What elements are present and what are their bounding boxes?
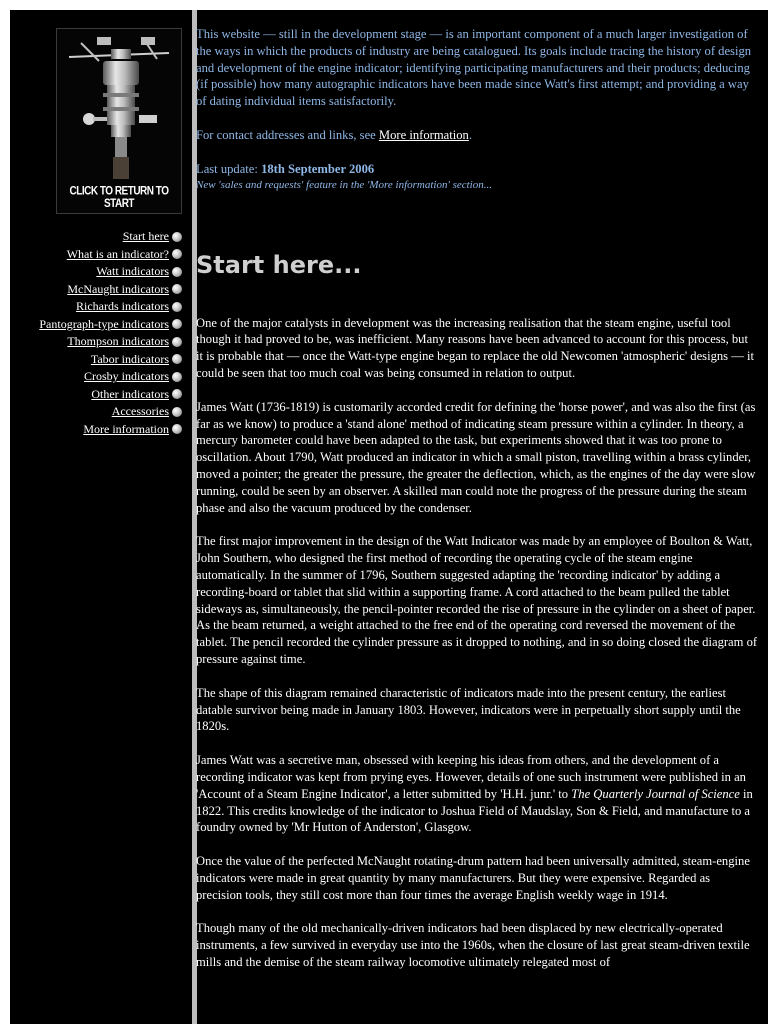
paragraph: James Watt (1736-1819) is customarily accorded credit for defining the 'horse power', and was also the first (as far as we know) to produce a 'stand alone' method of indicating steam pressure within a cylinder. In theory, a mercury barometer could have been adapted to the task, but experiments showed that it was too prone to oscillation. About 1790, Watt produced an indicator in which a small piston, travelling within a brass cylinder, moved a pointer; the greater the pressure, the greater the deflection, which, as the engines of the day were slow running, could be seen by an observer. A skilled man could note the progress of the pressure during the steam phase and also the vacuum produced by the condenser.	[196, 399, 756, 515]
contact-line	[196, 127, 758, 144]
bullet-icon	[172, 389, 182, 399]
nav-item-watt-indicators[interactable]	[39, 263, 182, 281]
contact-suffix: .	[468, 127, 472, 142]
last-update	[196, 161, 758, 178]
nav-item-what-is-an-indicator[interactable]	[39, 246, 182, 264]
paragraph: Once the value of the perfected McNaught rotating-drum pattern had been universally admitted, steam-engine indicators were made in great quantity by many manufacturers. But they were expensive. Regarded as precision tools, they still cost more than four times the average English weekly wage in 1914.	[196, 854, 750, 902]
nav-item-start-here[interactable]	[39, 228, 182, 246]
bullet-icon	[172, 424, 182, 434]
bullet-icon	[172, 232, 182, 242]
nav-item-accessories[interactable]	[39, 403, 182, 421]
nav-label: Tabor indicators	[90, 351, 169, 366]
bullet-icon	[172, 354, 182, 364]
paragraph: The shape of this diagram remained characteristic of indicators made into the present century, the earliest datable survivor being made in January 1803. However, indicators were in perpetually short supply until the 1820s.	[196, 685, 741, 734]
more-information-link[interactable]: More information	[378, 127, 469, 142]
bullet-icon	[172, 267, 182, 277]
paragraph	[196, 752, 758, 836]
journal-title: The Quarterly Journal of Science	[571, 786, 740, 801]
home-logo-link[interactable]	[56, 28, 182, 214]
bullet-icon	[172, 284, 182, 294]
paragraph: One of the major catalysts in development was the increasing realisation that the steam engine, useful tool though it had proved to be, was inefficient. Many reasons have been advanced to account for this process, but it is probable that — once the Watt-type engine began to replace the old Newcomen 'atmospheric' designs — it could be seen that too much coal was being consumed in relation to output.	[196, 315, 754, 380]
nav-label: Crosby indicators	[84, 369, 169, 384]
nav-label: McNaught indicators	[67, 281, 169, 296]
paragraph-text: in 1822. This credits knowledge of the indicator to Joshua Field of Maudslay, Son & Field, and manufacture to a foundry owned by 'Mr Hutton of Anderston', Glasgow.	[196, 786, 753, 835]
nav-label: Other indicators	[91, 386, 169, 401]
page	[10, 10, 768, 1024]
intro-text: This website — still in the development stage — is an important component of a much larger investigation of the ways in which the products of industry are being catalogued. Its goals include tracing the history of design and development of the engine indicator; identifying participating manufacturers and their products; deducing (if possible) how many autographic indicators have been made since Watt's first attempt; and providing a way of dating individual items satisfactorily.	[196, 27, 752, 109]
nav-item-tabor-indicators[interactable]	[39, 351, 182, 369]
update-label: Last update:	[196, 161, 262, 176]
nav-label: Richards indicators	[76, 299, 169, 314]
nav-label: Pantograph-type indicators	[39, 316, 169, 331]
bullet-icon	[172, 249, 182, 259]
update-date: 18th September 2006	[261, 161, 375, 176]
paragraph: Though many of the old mechanically-driven indicators had been displaced by new electrically-operated instruments, a few survived in everyday use into the 1960s, when the closure of last great steam-driven textile mills and the demise of the steam railway locomotive ultimately relegated most of	[196, 921, 750, 970]
engine-indicator-icon	[59, 31, 179, 191]
main-content	[196, 26, 758, 988]
nav-item-pantograph-type-indicators[interactable]	[39, 316, 182, 334]
nav-label: What is an indicator?	[66, 246, 169, 261]
nav-label: Thompson indicators	[67, 334, 169, 349]
nav-item-mcnaught-indicators[interactable]	[39, 281, 182, 299]
bullet-icon	[172, 372, 182, 382]
update-note: New 'sales and requests' feature in the 'More information' section...	[196, 178, 492, 191]
paragraph: The first major improvement in the design of the Watt Indicator was made by an employee of Boulton & Watt, John Southern, who designed the first method of recording the operating cycle of the steam engine automatically. In the summer of 1796, Southern suggested adapting the 'recording indicator' by adding a recording-board or tablet that slid within a supporting frame. A cord attached to the beam pulled the tablet sideways as, simultaneously, the pencil-pointer recorded the rise of pressure in the cylinder on a sheet of paper. As the beam returned, a weight attached to the free end of the operating cord reversed the movement of the tablet. The pencil recorded the cylinder pressure as it dropped to nothing, and in so doing closed the diagram of pressure against time.	[196, 534, 758, 666]
nav-label: Start here	[122, 229, 169, 244]
nav-label: Watt indicators	[96, 264, 169, 279]
nav-item-thompson-indicators[interactable]	[39, 333, 182, 351]
sidebar-nav	[39, 228, 182, 438]
bullet-icon	[172, 407, 182, 417]
bullet-icon	[172, 337, 182, 347]
nav-item-richards-indicators[interactable]	[39, 298, 182, 316]
sidebar	[20, 10, 192, 1024]
nav-item-more-information[interactable]	[39, 421, 182, 439]
logo-caption: CLICK TO RETURN TO START	[69, 185, 169, 211]
bullet-icon	[172, 319, 182, 329]
nav-item-other-indicators[interactable]	[39, 386, 182, 404]
bullet-icon	[172, 302, 182, 312]
nav-item-crosby-indicators[interactable]	[39, 368, 182, 386]
paragraph-text: James Watt was a secretive man, obsessed with keeping his ideas from others, and the development of a recording indicator was kept from prying eyes. However, details of one such instrument were published in an 'Account of a Steam Engine Indicator', a letter submitted by 'H.H. junr.' to	[196, 753, 746, 801]
contact-prefix: For contact addresses and links, see	[196, 127, 379, 142]
nav-label: More information	[83, 421, 169, 436]
nav-label: Accessories	[111, 404, 169, 419]
page-title: Start here...	[196, 250, 362, 279]
